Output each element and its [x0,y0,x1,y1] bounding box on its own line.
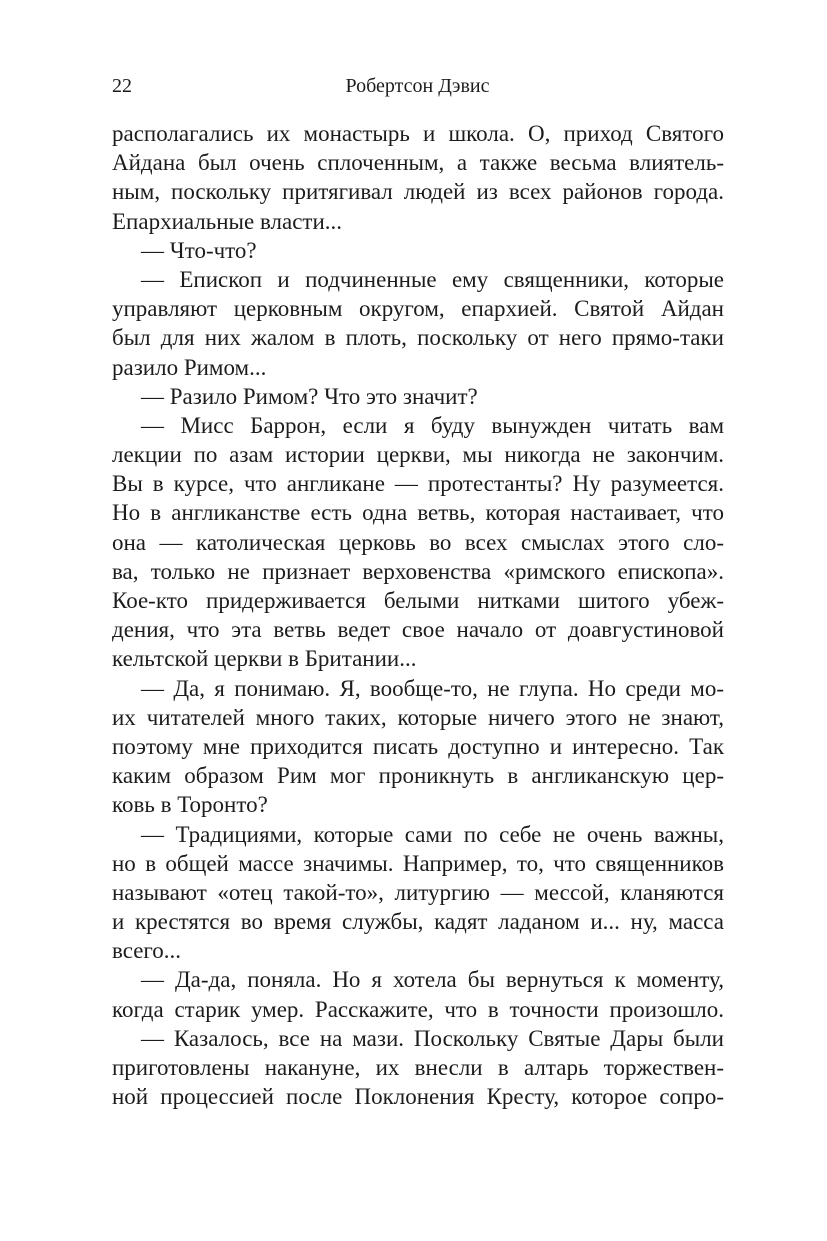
text-line: она — католическая церковь во всех смыслах этого сло- [112,529,724,555]
text-line: лекции по азам истории церкви, мы никогда не закончим. [112,442,724,468]
text-line: поэтому мне приходится писать доступно и интересно. Так [112,733,724,759]
text-line: — Что-что? [141,237,257,263]
text-line: Айдана был очень сплоченным, а также весьма влиятель- [112,150,724,176]
body-text [112,119,724,1111]
text-line: кельтской церкви в Британии... [112,646,417,672]
text-line: ковь в Торонто? [112,792,268,818]
text-line: Вы в курсе, что англикане — протестанты? Ну разумеется. [112,471,724,497]
text-line: был для них жалом в плоть, поскольку от него прямо-таки [112,325,724,351]
text-line: ной процессией после Поклонения Кресту, которое сопро- [112,1084,724,1110]
text-line: Епархиальные власти... [112,208,343,234]
running-head [112,72,723,100]
text-line: Кое-кто придерживается белыми нитками шитого убеж- [112,588,724,613]
running-title-author: Робертсон Дэвис [345,75,490,97]
text-line: их читателей много таких, которые ничего этого не знают, [112,704,724,730]
text-line: ным, поскольку притягивал людей из всех районов города. [112,179,724,205]
text-line: — Разило Римом? Что это значит? [141,383,478,409]
text-line: дения, что эта ветвь ведет свое начало от доавгустиновой [112,617,724,643]
text-line: каким образом Рим мог проникнуть в англиканскую цер- [112,763,724,789]
text-line: называют «отец такой-то», литургию — мессой, кланяются [112,879,724,905]
text-line: ва, только не признает верховенства «римского епископа». [112,558,724,584]
text-line: разило Римом... [112,354,267,380]
text-line: — Да-да, поняла. Но я хотела бы вернуться к моменту, [141,967,724,993]
text-line: Но в англиканстве есть одна ветвь, которая настаивает, что [112,500,724,526]
text-line: когда старик умер. Расскажите, что в точности произошло. [112,996,724,1022]
text-line: — Традициями, которые сами по себе не очень важны, [141,821,724,847]
text-line: — Епископ и подчиненные ему священники, которые [141,266,724,292]
text-line: всего... [112,938,182,964]
text-line: — Мисс Баррон, если я буду вынужден читать вам [141,412,724,438]
text-line: — Да, я понимаю. Я, вообще-то, не глупа. Но среди мо- [141,675,724,701]
text-line: располагались их монастырь и школа. О, приход Святого [112,121,724,146]
text-line: — Казалось, все на мази. Поскольку Святые Дары были [141,1025,724,1051]
text-line: управляют церковным округом, епархией. Святой Айдан [112,296,724,322]
text-line: приготовлены накануне, их внесли в алтарь торжествен- [112,1055,724,1080]
page-number: 22 [112,75,132,97]
text-line: и крестятся во время службы, кадят ладаном и... ну, масса [112,909,724,935]
text-line: но в общей массе значимы. Например, то, что священников [112,850,724,876]
